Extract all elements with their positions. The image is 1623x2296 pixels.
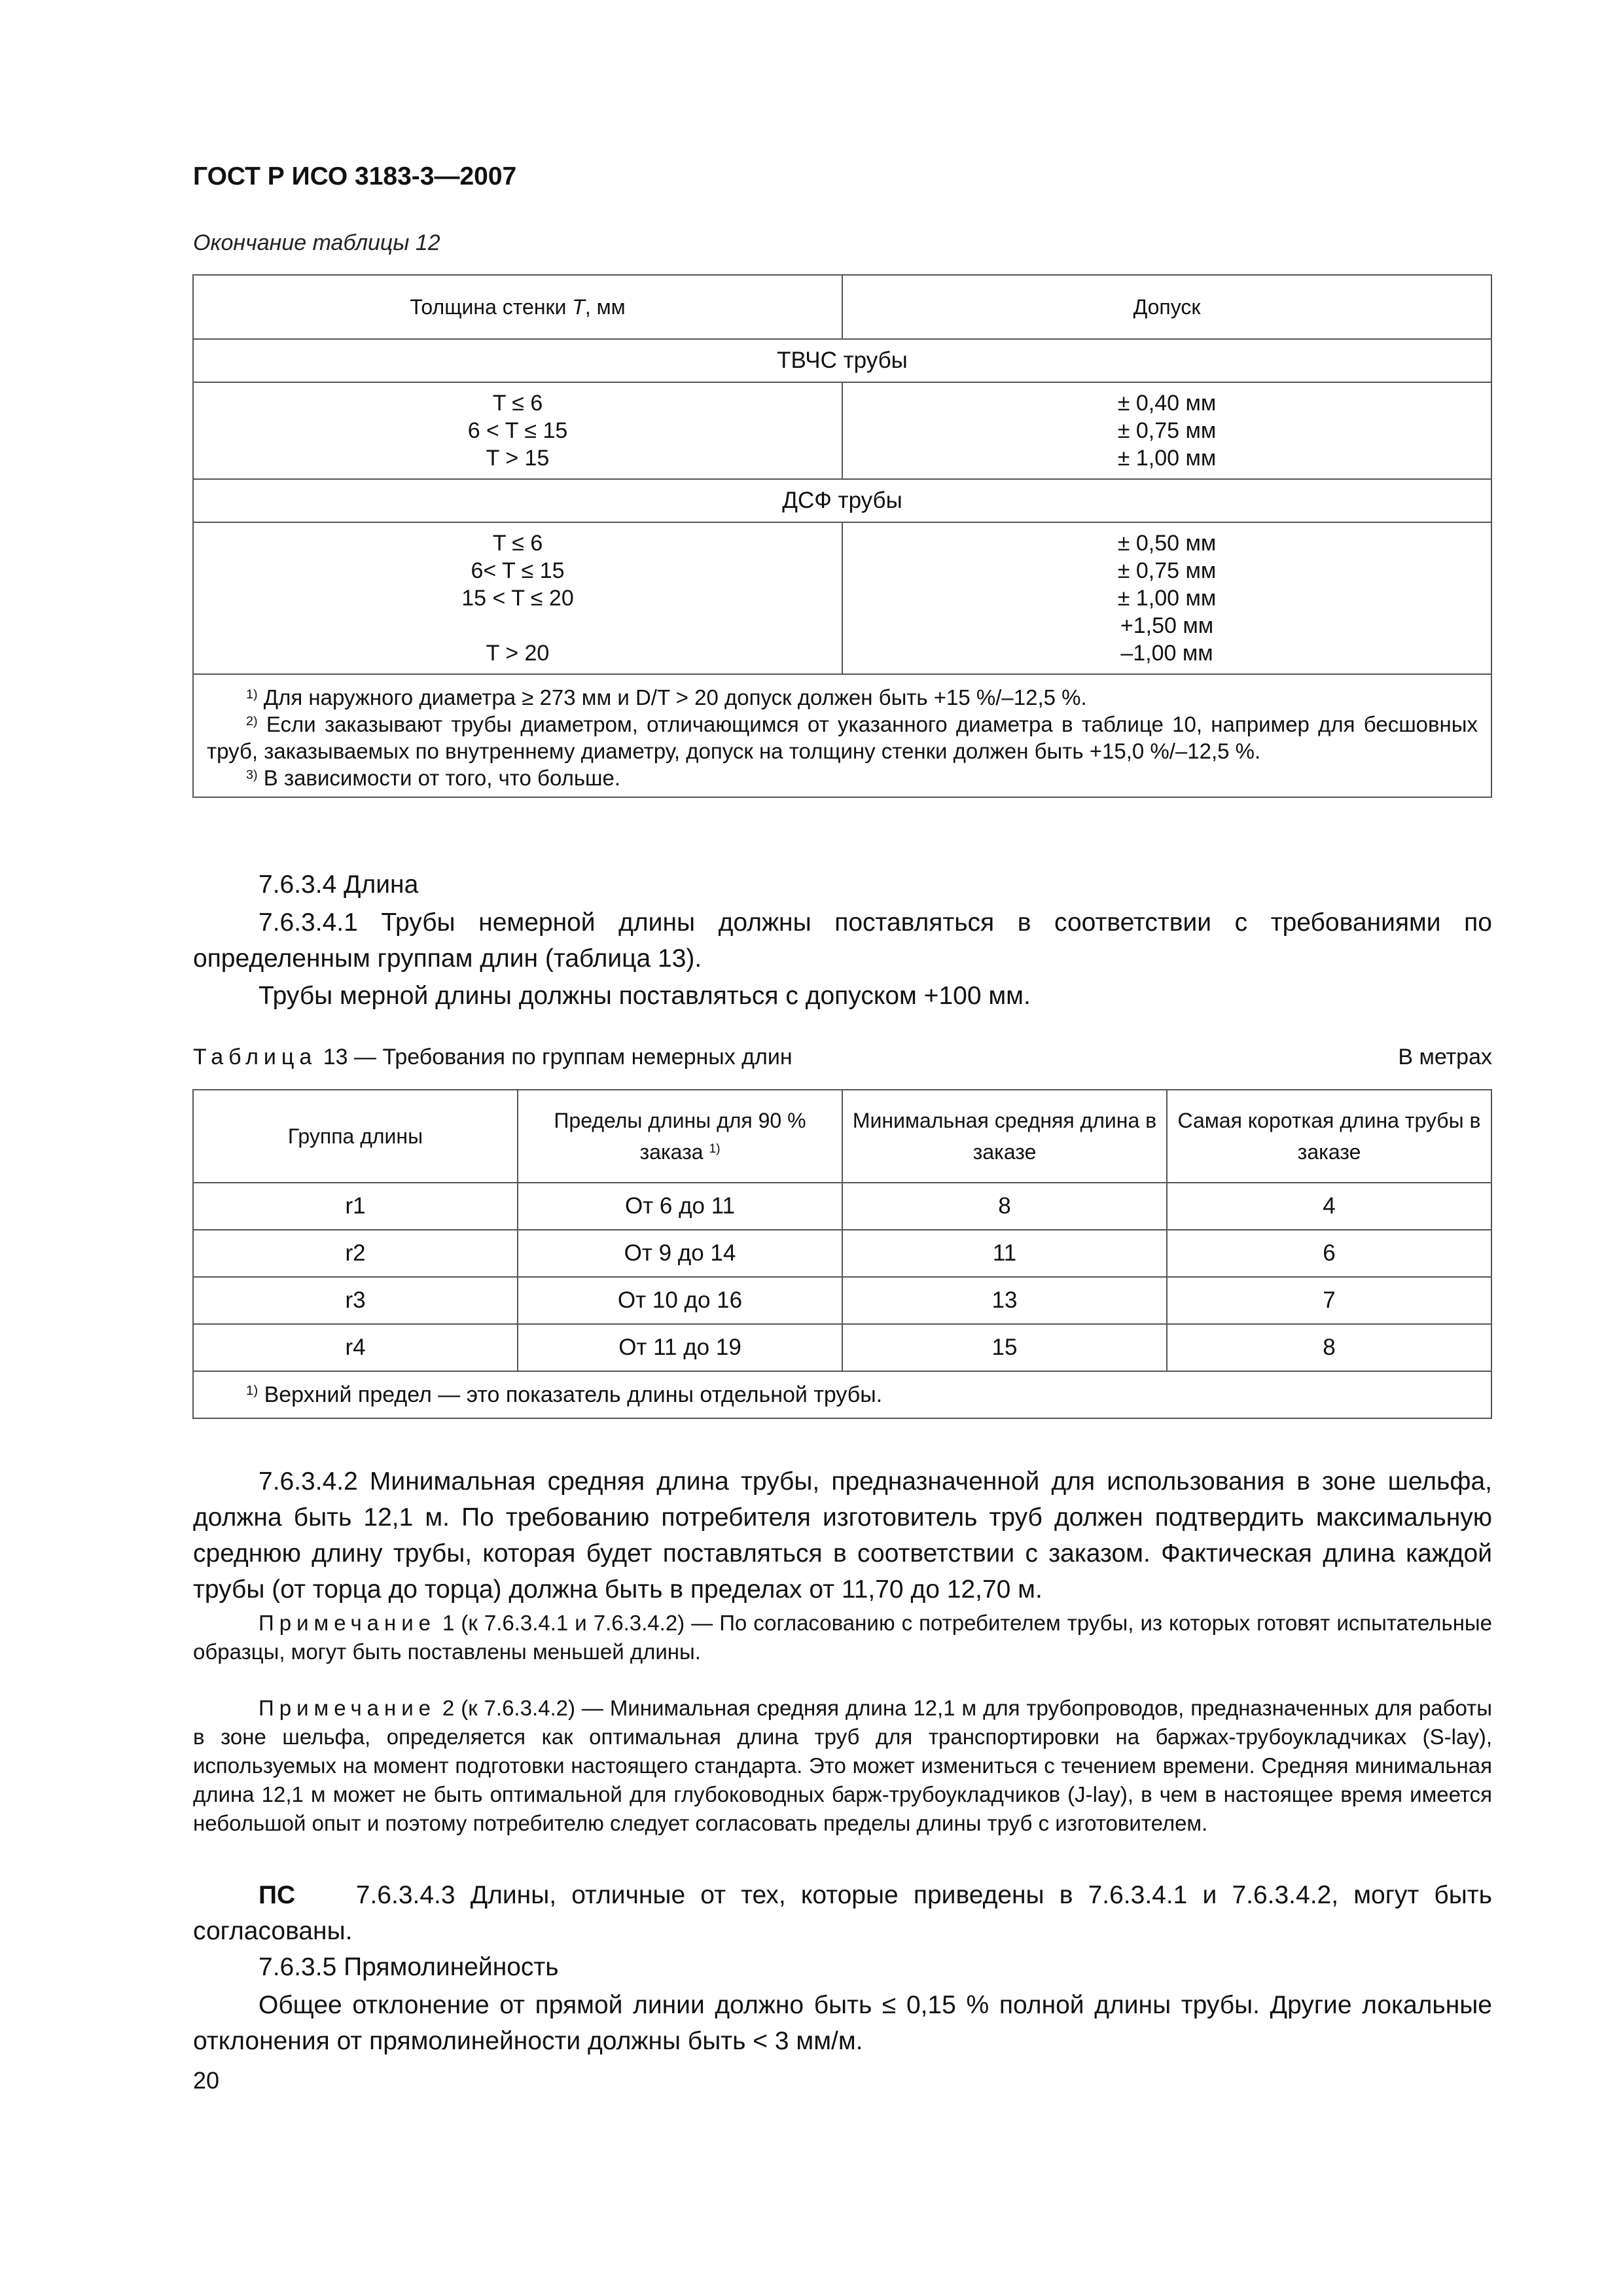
- table12-continuation-caption: Окончание таблицы 12: [193, 230, 440, 255]
- table12-header-row: [193, 275, 1491, 339]
- tolerance-value: ± 0,75 мм: [1117, 418, 1217, 443]
- thickness-value: T ≤ 6: [492, 531, 543, 556]
- thickness-value: 6< T ≤ 15: [471, 558, 565, 583]
- table12-tolerance-cell: [842, 382, 1491, 479]
- tolerance-value: ± 0,75 мм: [1117, 558, 1217, 583]
- table-cell: 13: [842, 1277, 1167, 1324]
- ps-marker: ПС: [259, 1881, 296, 1909]
- thickness-value: 6 < T ≤ 15: [467, 418, 568, 443]
- table-cell: От 11 до 19: [518, 1324, 842, 1371]
- table-cell: От 9 до 14: [518, 1230, 842, 1277]
- table12-col-thickness: Толщина стенки T, мм: [193, 275, 842, 339]
- table12-section-row: [193, 339, 1491, 382]
- page-number: 20: [193, 2067, 220, 2094]
- footnote-1: $^{1)}$ Для наружного диаметра ≥ 273 мм и D/T > 20 допуск должен быть +15 %/–12,5 %.: [246, 685, 1087, 709]
- table13-unit: В метрах: [1398, 1045, 1492, 1069]
- table-cell: 7: [1167, 1277, 1491, 1324]
- thickness-value: T ≤ 6: [492, 391, 543, 416]
- table12-footnotes-row: [193, 674, 1491, 797]
- table-cell: 8: [1167, 1324, 1491, 1371]
- table12-thickness-cell: [193, 382, 842, 479]
- section-76343-paragraph: ПС 7.6.3.4.3 Длины, отличные от тех, которые приведены в 7.6.3.4.1 и 7.6.3.4.2, могут быть согласованы.: [193, 1881, 1492, 1945]
- table13-header-row: [193, 1090, 1491, 1183]
- table-cell: 8: [842, 1183, 1167, 1230]
- table12-tolerance-cell: [842, 522, 1491, 674]
- table-cell: r3: [193, 1277, 518, 1324]
- table12-footnotes: [193, 674, 1491, 797]
- table13-col-min-avg: Минимальная средняя длина в заказе: [842, 1090, 1167, 1183]
- thickness-value: [194, 612, 842, 639]
- table12-section-title: ТВЧС трубы: [193, 339, 1491, 382]
- document-code-header: ГОСТ Р ИСО 3183-3—2007: [193, 162, 517, 190]
- table-cell: r2: [193, 1230, 518, 1277]
- table12-col-tolerance: Допуск: [842, 275, 1491, 339]
- table-cell: 4: [1167, 1183, 1491, 1230]
- table-cell: r4: [193, 1324, 518, 1371]
- footnote-2: $^{2)}$ Если заказывают трубы диаметром, отличающимся от указанного диаметра в таблице 10, например для бесшовных труб, заказываемых по внутреннему диаметру, допуск на толщину стенки должен быть +15,0 %/–12,5 %.: [207, 712, 1478, 763]
- thickness-value: T > 20: [486, 641, 550, 666]
- table13-footnote-row: [193, 1371, 1491, 1418]
- footnote-3: $^{3)}$ В зависимости от того, что больше.: [246, 766, 621, 790]
- table12-section-row: [193, 479, 1491, 522]
- tolerance-value: ± 0,50 мм: [1117, 531, 1217, 556]
- note-2: Примечание 2 (к 7.6.3.4.2) — Минимальная средняя длина 12,1 м для трубопроводов, предназначенных для работы в зоне шельфа, определяется как оптимальная длина труб для транспортировки на баржах-трубоукладчиках (S-lay), используемых на момент подготовки настоящего стандарта. Это может измениться с течением времени. Средняя минимальная длина 12,1 м может не быть оптимальной для глубоководных барж-трубоукладчиков (J-lay), в чем в настоящее время имеется небольшой опыт и поэтому потребителю следует согласовать пределы длины труб с изготовителем.: [193, 1696, 1492, 1835]
- table-cell: 15: [842, 1324, 1167, 1371]
- table13-caption: Таблица 13 — Требования по группам немерных длин: [193, 1045, 793, 1069]
- note-1: Примечание 1 (к 7.6.3.4.1 и 7.6.3.4.2) — По согласованию с потребителем трубы, из которых готовят испытательные образцы, могут быть поставлены меньшей длины.: [193, 1611, 1492, 1664]
- section-76341-paragraph-2: Трубы мерной длины должны поставляться с допуском +100 мм.: [259, 982, 1031, 1010]
- table13-col-group: Группа длины: [193, 1090, 518, 1183]
- thickness-value: 15 < T ≤ 20: [461, 586, 574, 611]
- table12-thickness-cell: [193, 522, 842, 674]
- section-76342-paragraph: 7.6.3.4.2 Минимальная средняя длина трубы, предназначенной для использования в зоне шельфа, должна быть 12,1 м. По требованию потребителя изготовитель труб должен подтвердить максимальную среднюю длину трубы, которая будет поставляться в соответствии с заказом. Фактическая длина каждой трубы (от торца до торца) должна быть в пределах от 11,70 до 12,70 м.: [193, 1467, 1492, 1604]
- table-cell: От 10 до 16: [518, 1277, 842, 1324]
- tolerance-value: –1,00 мм: [1120, 641, 1213, 666]
- section-7635-paragraph: Общее отклонение от прямой линии должно быть ≤ 0,15 % полной длины трубы. Другие локальные отклонения от прямолинейности должны быть < 3 мм/м.: [193, 1991, 1492, 2055]
- section-7635-heading: 7.6.3.5 Прямолинейность: [259, 1953, 559, 1981]
- table-cell: r1: [193, 1183, 518, 1230]
- table-row: [193, 1183, 1491, 1230]
- tolerance-value: ± 1,00 мм: [1117, 586, 1217, 611]
- table-12: [192, 274, 1492, 798]
- table-row: [193, 1277, 1491, 1324]
- table-cell: От 6 до 11: [518, 1183, 842, 1230]
- table-row: [193, 382, 1491, 479]
- tolerance-value: ± 0,40 мм: [1117, 391, 1217, 416]
- table12-section-title: ДСФ трубы: [193, 479, 1491, 522]
- table-row: [193, 1324, 1491, 1371]
- table13-col-limits: Пределы длины для 90 % заказа $^{1)}$: [518, 1090, 842, 1183]
- thickness-value: T > 15: [486, 446, 550, 471]
- table-cell: 11: [842, 1230, 1167, 1277]
- section-7634-heading: 7.6.3.4 Длина: [259, 870, 419, 899]
- tolerance-value: +1,50 мм: [1120, 613, 1214, 638]
- table13-footnote: $^{1)}$ Верхний предел — это показатель длины отдельной трубы.: [193, 1371, 1491, 1418]
- table-row: [193, 522, 1491, 674]
- tolerance-value: ± 1,00 мм: [1117, 446, 1217, 471]
- table13-col-shortest: Самая короткая длина трубы в заказе: [1167, 1090, 1491, 1183]
- table-cell: 6: [1167, 1230, 1491, 1277]
- section-76341-paragraph: 7.6.3.4.1 Трубы немерной длины должны поставляться в соответствии с требованиями по определенным группам длин (таблица 13).: [193, 908, 1492, 973]
- table-13: [192, 1089, 1492, 1419]
- table-row: [193, 1230, 1491, 1277]
